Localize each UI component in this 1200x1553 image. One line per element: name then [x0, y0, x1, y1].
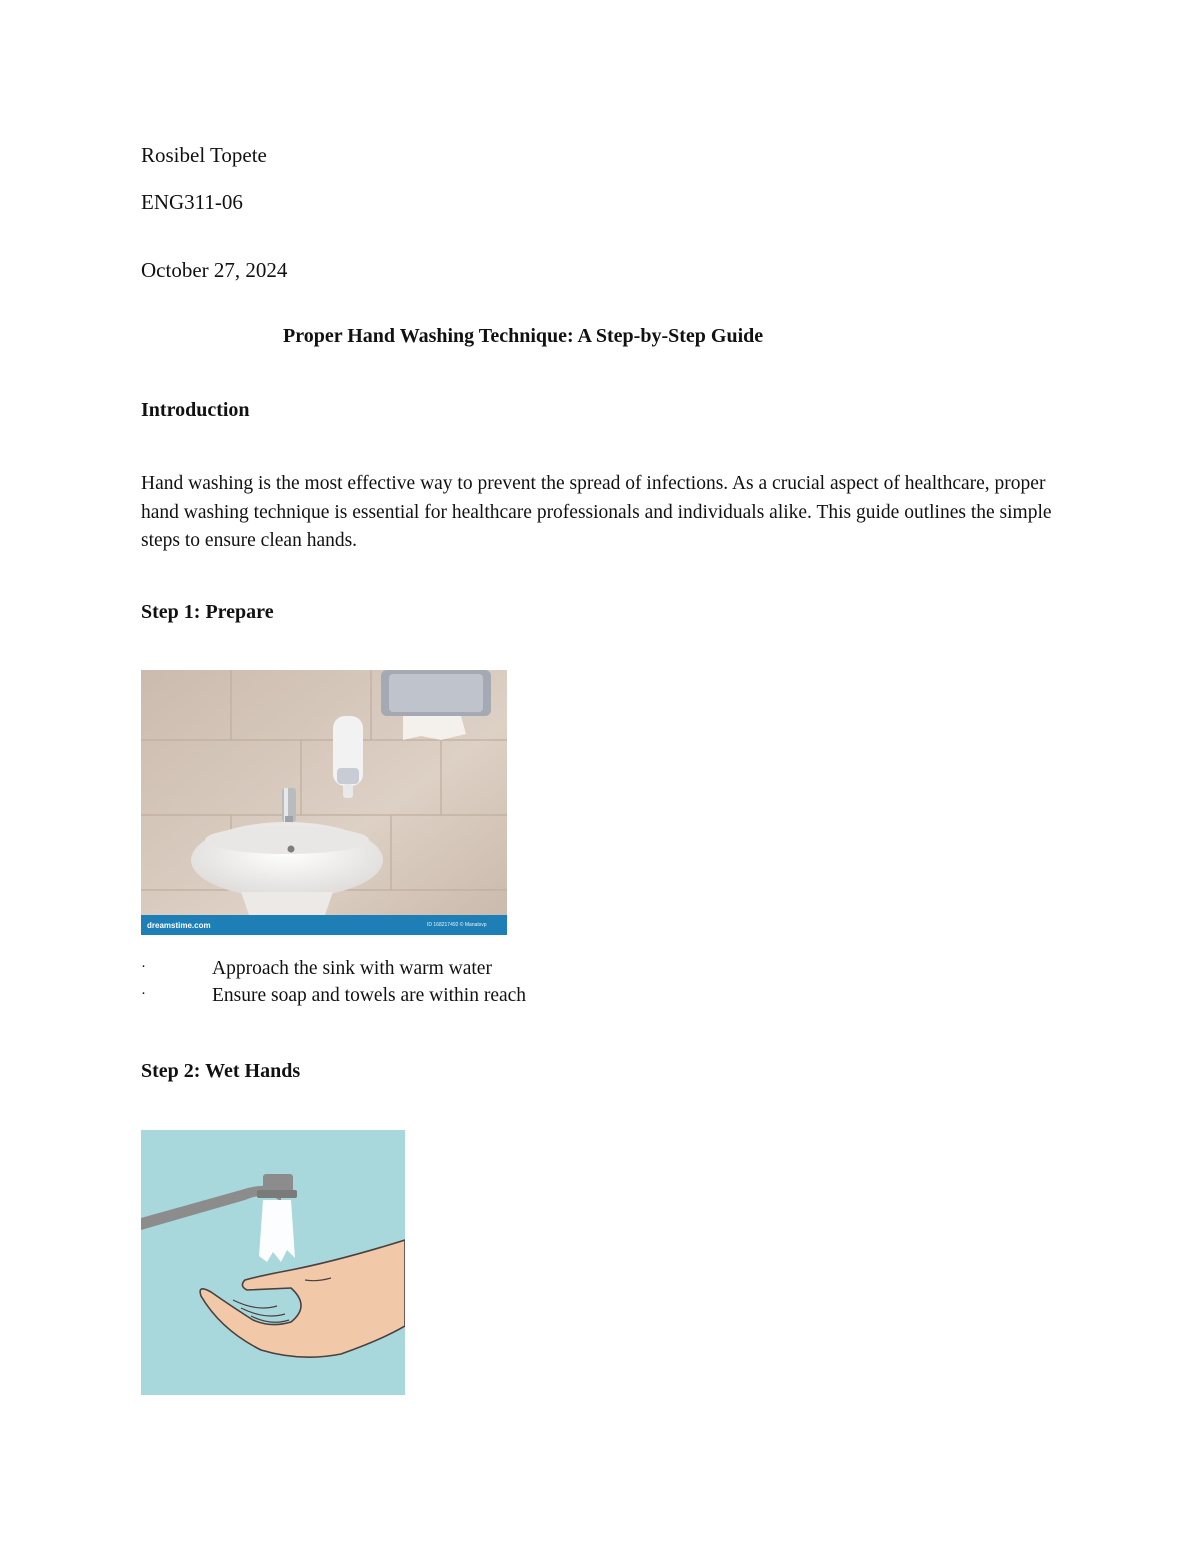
bullet-glyph: · — [141, 959, 146, 975]
step-2-heading: Step 2: Wet Hands — [141, 1060, 301, 1082]
wet-hands-illustration — [141, 1130, 405, 1395]
bullet-glyph: · — [141, 986, 146, 1002]
course-code: ENG311-06 — [141, 190, 243, 214]
sink-photo — [141, 670, 507, 935]
section-heading-introduction: Introduction — [141, 399, 250, 421]
bullet-text: Approach the sink with warm water — [212, 958, 492, 979]
document-title: Proper Hand Washing Technique: A Step-by-Step Guide — [283, 325, 764, 347]
author-name: Rosibel Topete — [141, 143, 267, 167]
step-1-heading: Step 1: Prepare — [141, 601, 274, 623]
photo-watermark-left: dreamstime.com — [147, 921, 211, 930]
photo-watermark-right: ID 168217492 © Manatsvp — [427, 922, 487, 928]
introduction-paragraph: Hand washing is the most effective way to prevent the spread of infections. As a crucial aspect of healthcare, proper hand washing technique is essential for healthcare professionals and individuals alike. This guide outlines the simple steps to ensure clean hands. — [141, 473, 1052, 551]
document-date: October 27, 2024 — [141, 258, 288, 282]
bullet-text: Ensure soap and towels are within reach — [212, 985, 527, 1006]
